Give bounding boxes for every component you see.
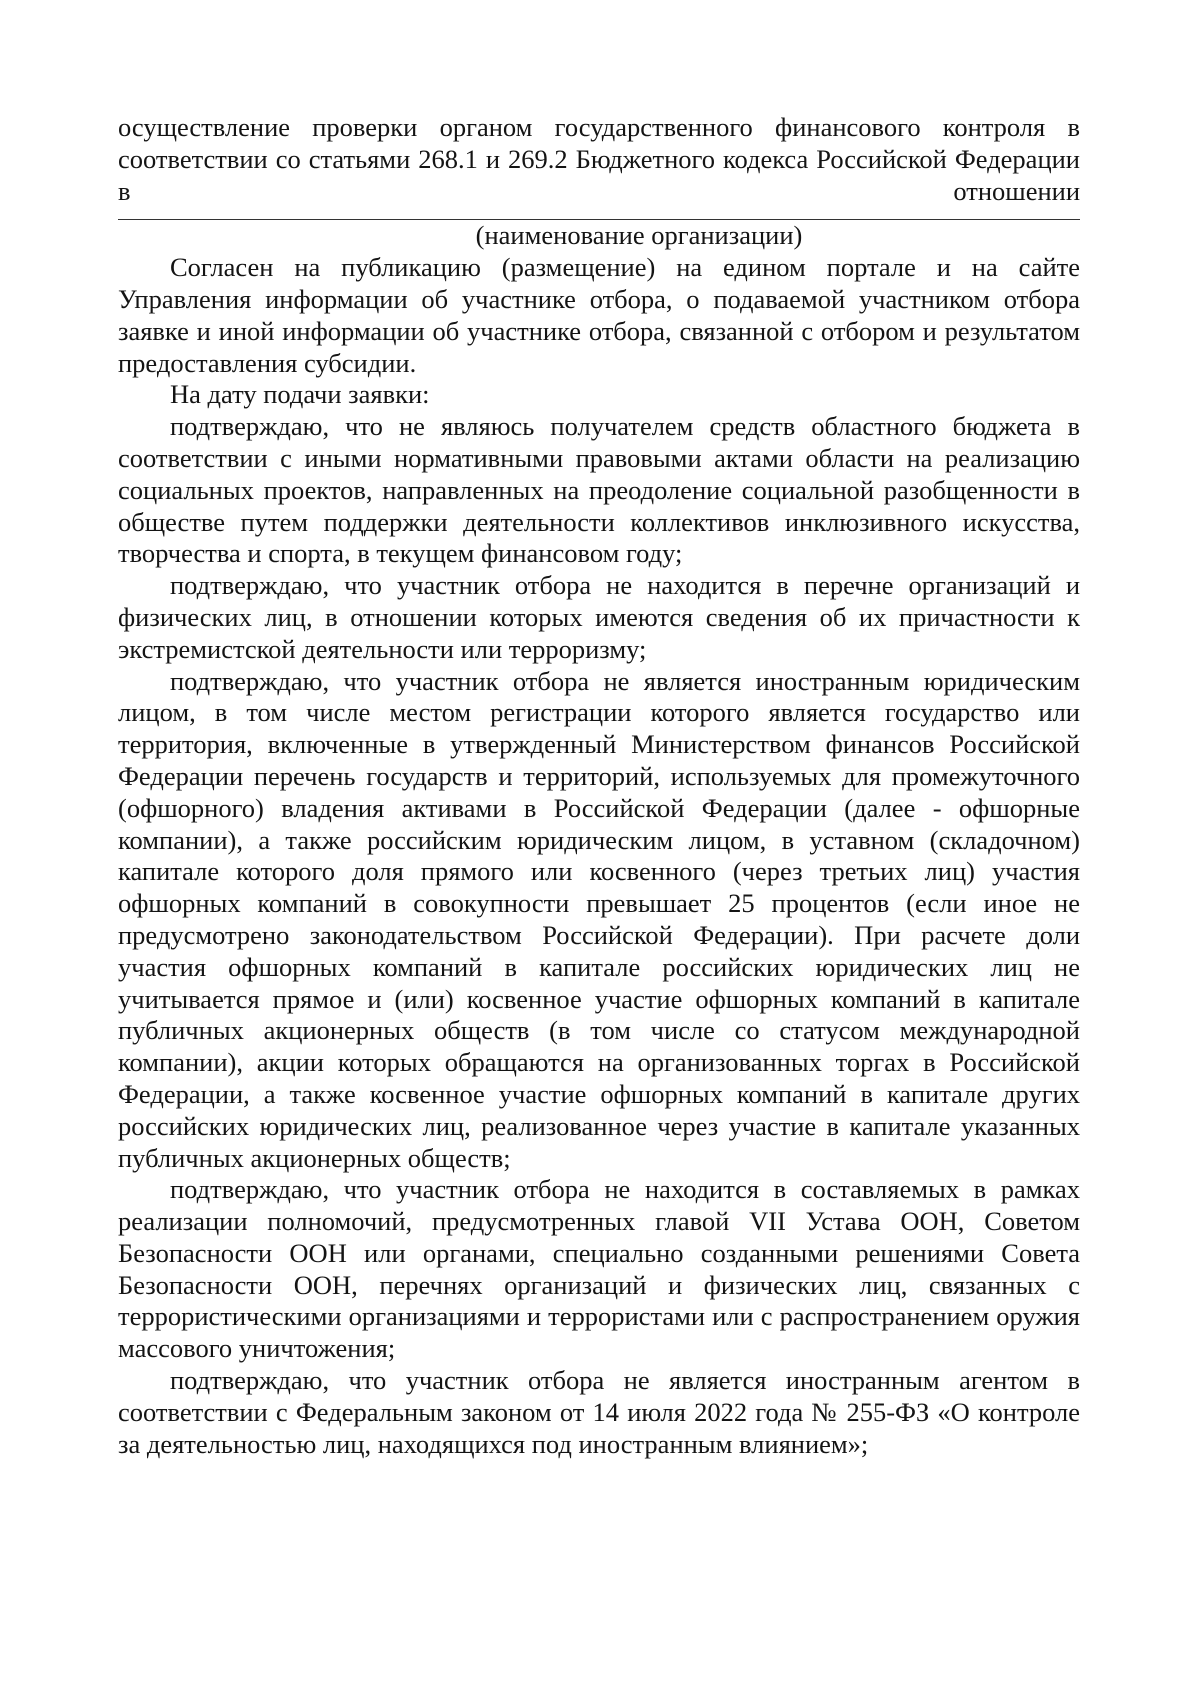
confirmation-paragraph-offshore: подтверждаю, что участник отбора не является иностранным юридическим лицом, в том числе местом регистрации которого является государство или территория, включенные в утвержденный Министерством финансов Российской Федерации перечень государств и территорий, используемых для промежуточного (офшорного) владения активами в Российской Федерации (далее - офшорные компании), а также российским юридическим лицом, в уставном (складочном) капитале которого доля прямого или косвенного (через третьих лиц) участия офшорных компаний в совокупности превышает 25 процентов (если иное не предусмотрено законодательством Российской Федерации). При расчете доли участия офшорных компаний в капитале российских юридических лиц не учитывается прямое и (или) косвенное участие офшорных компаний в капитале публичных акционерных обществ (в том числе со статусом международной компании), акции которых обращаются на организованных торгах в Российской Федерации, а также косвенное участие офшорных компаний в капитале других российских юридических лиц, реализованное через участие в капитале указанных публичных акционерных обществ; bbox=[118, 665, 1080, 1173]
confirmation-paragraph-budget: подтверждаю, что не являюсь получателем средств областного бюджета в соответствии с иными нормативными правовыми актами области на реализацию социальных проектов, направленных на преодоление социальной разобщенности в обществе путем поддержки деятельности коллективов инклюзивного искусства, творчества и спорта, в текущем финансовом году; bbox=[118, 411, 1080, 569]
confirmation-paragraph-un-lists: подтверждаю, что участник отбора не находится в составляемых в рамках реализации полномочий, предусмотренных главой VII Устава ООН, Советом Безопасности ООН или органами, специально созданными решениями Совета Безопасности ООН, перечнях организаций и физических лиц, связанных с террористическими организациями и террористами или с распространением оружия массового уничтожения; bbox=[118, 1174, 1080, 1364]
application-date-heading: На дату подачи заявки: bbox=[170, 379, 430, 410]
consent-paragraph: Согласен на публикацию (размещение) на едином портале и на сайте Управления информации об участнике отбора, о подаваемой участником отбора заявке и иной информации об участнике отбора, связанной с отбором и результатом предоставления субсидии. bbox=[118, 252, 1080, 378]
confirmation-paragraph-extremism: подтверждаю, что участник отбора не находится в перечне организаций и физических лиц, в отношении которых имеются сведения об их причастности к экстремистской деятельности или терроризму; bbox=[118, 570, 1080, 664]
document-page bbox=[118, 112, 1080, 1460]
blank-caption: (наименование организации) bbox=[475, 220, 803, 251]
intro-paragraph: осуществление проверки органом государственного финансового контроля в соответствии со статьями 268.1 и 269.2 Бюджетного кодекса Российской Федерации в отношении bbox=[118, 112, 1080, 206]
confirmation-paragraph-foreign-agent: подтверждаю, что участник отбора не является иностранным агентом в соответствии с Федеральным законом от 14 июля 2022 года № 255-ФЗ «О контроле за деятельностью лиц, находящихся под иностранным влиянием»; bbox=[118, 1365, 1080, 1459]
